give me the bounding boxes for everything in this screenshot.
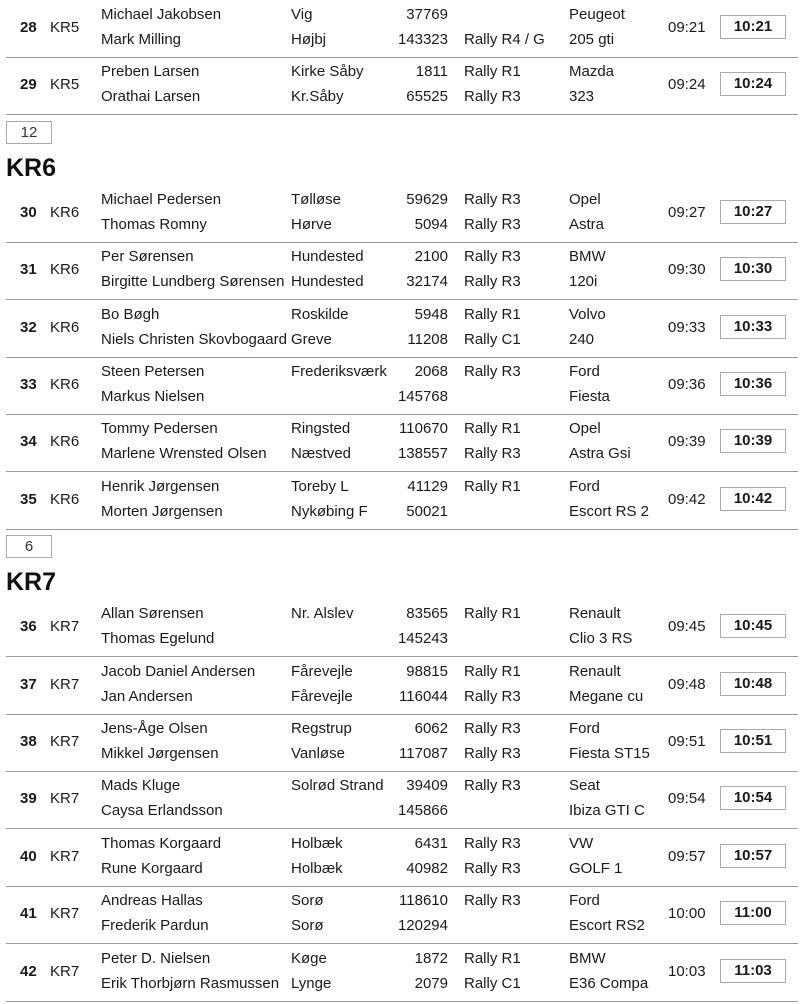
car-brand: BMW bbox=[569, 248, 606, 266]
codriver-city: Næstved bbox=[291, 445, 352, 463]
start-time: 10:39 bbox=[720, 429, 786, 453]
codriver-city: Nykøbing F bbox=[291, 502, 368, 520]
table-row bbox=[6, 185, 798, 243]
codriver-license: 32174 bbox=[406, 273, 448, 291]
driver-name: Andreas Hallas bbox=[101, 892, 203, 910]
driver-city: Solrød Strand bbox=[291, 777, 384, 795]
time-control: 09:42 bbox=[668, 490, 706, 508]
class-code: KR6 bbox=[50, 261, 80, 279]
codriver-city: Lynge bbox=[291, 974, 332, 992]
driver-name: Bo Bøgh bbox=[101, 305, 160, 323]
car-brand: Volvo bbox=[569, 305, 606, 323]
driver-name: Peter D. Nielsen bbox=[101, 949, 211, 967]
codriver-name: Mark Milling bbox=[101, 31, 182, 48]
codriver-license: 116044 bbox=[399, 687, 448, 705]
codriver-license: 120294 bbox=[397, 917, 448, 935]
car-model: Astra Gsi bbox=[569, 445, 631, 463]
table-row bbox=[6, 944, 798, 1002]
car-model: Escort RS2 bbox=[569, 917, 645, 935]
codriver-name: Markus Nielsen bbox=[101, 388, 205, 405]
time-control: 09:57 bbox=[668, 847, 706, 865]
car-brand: Seat bbox=[569, 777, 600, 795]
driver-category: Rally R1 bbox=[464, 305, 521, 323]
car-brand: VW bbox=[569, 834, 594, 852]
codriver-license: 65525 bbox=[406, 88, 448, 106]
time-control: 09:39 bbox=[668, 433, 706, 451]
driver-name: Michael Jakobsen bbox=[101, 6, 222, 23]
codriver-city: Højbj bbox=[291, 31, 327, 48]
codriver-license: 11208 bbox=[407, 330, 448, 348]
codriver-category: Rally R3 bbox=[464, 273, 521, 291]
driver-city: Ringsted bbox=[291, 420, 351, 438]
codriver-city: Hørve bbox=[291, 215, 332, 233]
start-time: 10:27 bbox=[720, 200, 786, 224]
driver-category: Rally R3 bbox=[464, 720, 521, 737]
table-row bbox=[6, 657, 798, 715]
car-brand: Peugeot bbox=[569, 6, 625, 23]
start-time: 10:21 bbox=[720, 15, 786, 39]
codriver-name: Birgitte Lundberg Sørensen bbox=[101, 273, 285, 291]
car-model: 323 bbox=[569, 88, 595, 106]
driver-city: Fårevejle bbox=[291, 662, 353, 680]
time-control: 09:51 bbox=[668, 733, 706, 750]
driver-city: Tølløse bbox=[291, 190, 341, 208]
codriver-name: Morten Jørgensen bbox=[101, 502, 223, 520]
class-code: KR6 bbox=[50, 433, 80, 451]
car-model: Clio 3 RS bbox=[569, 630, 633, 648]
driver-license: 1872 bbox=[414, 949, 448, 967]
car-model: Fiesta bbox=[569, 388, 610, 405]
car-brand: Mazda bbox=[569, 63, 615, 81]
time-control: 10:03 bbox=[668, 962, 706, 980]
driver-city: Holbæk bbox=[291, 834, 343, 852]
driver-license: 39409 bbox=[406, 777, 448, 795]
driver-city: Roskilde bbox=[291, 305, 349, 323]
class-heading: KR7 bbox=[6, 568, 57, 597]
codriver-license: 145866 bbox=[397, 802, 448, 820]
codriver-category: Rally R3 bbox=[464, 215, 521, 233]
class-code: KR7 bbox=[50, 790, 80, 808]
start-time: 10:51 bbox=[720, 729, 786, 753]
codriver-city: Holbæk bbox=[291, 859, 343, 877]
driver-category: Rally R3 bbox=[464, 777, 521, 795]
codriver-city: Hundested bbox=[291, 273, 364, 291]
car-model: 205 gti bbox=[569, 31, 615, 48]
start-time: 10:33 bbox=[720, 315, 786, 339]
entry-number: 42 bbox=[20, 962, 37, 980]
codriver-category: Rally R3 bbox=[464, 88, 521, 106]
class-heading: KR6 bbox=[6, 153, 57, 182]
entry-number: 38 bbox=[20, 733, 37, 750]
start-time: 10:30 bbox=[720, 257, 786, 281]
entry-number: 33 bbox=[20, 376, 37, 393]
driver-city: Vig bbox=[291, 6, 313, 23]
codriver-name: Niels Christen Skovbogaard bbox=[101, 330, 287, 348]
driver-city: Nr. Alslev bbox=[291, 605, 354, 623]
codriver-license: 145768 bbox=[397, 388, 448, 405]
car-brand: Ford bbox=[569, 720, 600, 737]
table-row bbox=[6, 886, 798, 944]
codriver-name: Marlene Wrensted Olsen bbox=[101, 445, 267, 463]
driver-license: 1811 bbox=[415, 63, 448, 81]
codriver-name: Caysa Erlandsson bbox=[101, 802, 223, 820]
car-brand: Ford bbox=[569, 477, 600, 495]
codriver-category: Rally R3 bbox=[464, 445, 521, 463]
car-brand: BMW bbox=[569, 949, 606, 967]
codriver-name: Frederik Pardun bbox=[101, 917, 209, 935]
codriver-name: Mikkel Jørgensen bbox=[101, 745, 219, 762]
codriver-category: Rally R3 bbox=[464, 687, 521, 705]
driver-license: 6431 bbox=[414, 834, 448, 852]
entry-number: 29 bbox=[20, 76, 37, 94]
table-row bbox=[6, 714, 798, 772]
car-model: Megane cu bbox=[569, 687, 644, 705]
driver-category: Rally R1 bbox=[464, 477, 521, 495]
time-control: 09:45 bbox=[668, 618, 706, 636]
driver-license: 5948 bbox=[414, 305, 448, 323]
entry-count-box: 12 bbox=[6, 121, 52, 144]
time-control: 09:24 bbox=[668, 76, 706, 94]
start-time: 11:03 bbox=[720, 959, 786, 983]
table-row bbox=[6, 414, 798, 472]
driver-city: Sorø bbox=[291, 892, 324, 910]
driver-name: Henrik Jørgensen bbox=[101, 477, 220, 495]
entry-number: 28 bbox=[20, 19, 37, 36]
time-control: 09:30 bbox=[668, 261, 706, 279]
start-time: 10:54 bbox=[720, 786, 786, 810]
driver-license: 83565 bbox=[406, 605, 448, 623]
table-row bbox=[6, 771, 798, 829]
car-brand: Renault bbox=[569, 605, 621, 623]
start-time: 10:57 bbox=[720, 844, 786, 868]
codriver-license: 5094 bbox=[414, 215, 448, 233]
codriver-license: 145243 bbox=[397, 630, 448, 648]
table-row bbox=[6, 300, 798, 358]
codriver-name: Rune Korgaard bbox=[101, 859, 203, 877]
entry-number: 37 bbox=[20, 675, 37, 693]
driver-city: Køge bbox=[291, 949, 327, 967]
codriver-city: Sorø bbox=[291, 917, 324, 935]
time-control: 10:00 bbox=[668, 905, 706, 923]
driver-category: Rally R3 bbox=[464, 834, 521, 852]
table-row bbox=[6, 472, 798, 530]
codriver-city: Kr.Såby bbox=[291, 88, 344, 106]
driver-name: Steen Petersen bbox=[101, 363, 205, 380]
start-time: 11:00 bbox=[720, 901, 786, 925]
driver-license: 118610 bbox=[399, 892, 448, 910]
entry-number: 40 bbox=[20, 847, 37, 865]
entry-number: 31 bbox=[20, 261, 37, 279]
codriver-name: Jan Andersen bbox=[101, 687, 193, 705]
driver-name: Per Sørensen bbox=[101, 248, 194, 266]
entry-number: 39 bbox=[20, 790, 37, 808]
car-model: Escort RS 2 bbox=[569, 502, 650, 520]
driver-category: Rally R3 bbox=[464, 248, 521, 266]
driver-category: Rally R1 bbox=[464, 63, 521, 81]
driver-category: Rally R1 bbox=[464, 420, 521, 438]
entry-number: 32 bbox=[20, 318, 37, 336]
driver-name: Mads Kluge bbox=[101, 777, 181, 795]
driver-license: 110670 bbox=[399, 420, 448, 438]
driver-license: 6062 bbox=[414, 720, 448, 737]
driver-category: Rally R3 bbox=[464, 190, 521, 208]
class-code: KR7 bbox=[50, 905, 80, 923]
driver-city: Frederiksværk bbox=[291, 363, 387, 380]
entry-count-box: 6 bbox=[6, 535, 52, 558]
codriver-name: Orathai Larsen bbox=[101, 88, 201, 106]
codriver-city: Vanløse bbox=[291, 745, 345, 762]
entry-number: 34 bbox=[20, 433, 37, 451]
class-code: KR6 bbox=[50, 490, 80, 508]
table-row bbox=[6, 599, 798, 657]
table-row bbox=[6, 357, 798, 415]
time-control: 09:27 bbox=[668, 203, 706, 221]
codriver-category: Rally R3 bbox=[464, 745, 521, 762]
class-code: KR7 bbox=[50, 675, 80, 693]
driver-city: Kirke Såby bbox=[291, 63, 364, 81]
driver-category: Rally R3 bbox=[464, 892, 521, 910]
car-model: 120i bbox=[569, 273, 598, 291]
class-code: KR7 bbox=[50, 618, 80, 636]
codriver-name: Erik Thorbjørn Rasmussen bbox=[101, 974, 280, 992]
codriver-city: Greve bbox=[291, 330, 332, 348]
driver-category: Rally R1 bbox=[464, 605, 521, 623]
driver-city: Hundested bbox=[291, 248, 364, 266]
codriver-name: Thomas Romny bbox=[101, 215, 207, 233]
car-model: GOLF 1 bbox=[569, 859, 623, 877]
time-control: 09:54 bbox=[668, 790, 706, 808]
time-control: 09:33 bbox=[668, 318, 706, 336]
class-code: KR6 bbox=[50, 376, 80, 393]
car-brand: Renault bbox=[569, 662, 621, 680]
car-brand: Opel bbox=[569, 420, 601, 438]
driver-license: 2068 bbox=[414, 363, 448, 380]
entry-number: 30 bbox=[20, 203, 37, 221]
entry-number: 36 bbox=[20, 618, 37, 636]
time-control: 09:21 bbox=[668, 19, 706, 36]
driver-license: 37769 bbox=[406, 6, 448, 23]
car-model: Astra bbox=[569, 215, 605, 233]
time-control: 09:48 bbox=[668, 675, 706, 693]
car-brand: Ford bbox=[569, 892, 600, 910]
time-control: 09:36 bbox=[668, 376, 706, 393]
codriver-category: Rally R4 / G bbox=[464, 31, 545, 48]
entry-number: 41 bbox=[20, 905, 37, 923]
car-model: 240 bbox=[569, 330, 595, 348]
codriver-license: 143323 bbox=[397, 31, 448, 48]
driver-name: Allan Sørensen bbox=[101, 605, 204, 623]
table-row bbox=[6, 829, 798, 887]
start-time: 10:48 bbox=[720, 672, 786, 696]
codriver-license: 138557 bbox=[397, 445, 448, 463]
driver-name: Jacob Daniel Andersen bbox=[101, 662, 256, 680]
start-time: 10:36 bbox=[720, 372, 786, 396]
codriver-license: 117087 bbox=[399, 745, 448, 762]
driver-license: 59629 bbox=[406, 190, 448, 208]
start-time: 10:42 bbox=[720, 487, 786, 511]
class-code: KR5 bbox=[50, 19, 80, 36]
class-code: KR6 bbox=[50, 318, 80, 336]
driver-license: 2100 bbox=[414, 248, 448, 266]
class-code: KR7 bbox=[50, 733, 80, 750]
driver-city: Toreby L bbox=[291, 477, 349, 495]
driver-name: Thomas Korgaard bbox=[101, 834, 222, 852]
car-brand: Ford bbox=[569, 363, 600, 380]
class-code: KR5 bbox=[50, 76, 80, 94]
class-code: KR6 bbox=[50, 203, 80, 221]
start-time: 10:24 bbox=[720, 72, 786, 96]
driver-city: Regstrup bbox=[291, 720, 352, 737]
codriver-city: Fårevejle bbox=[291, 687, 353, 705]
driver-name: Tommy Pedersen bbox=[101, 420, 218, 438]
table-row bbox=[6, 57, 798, 115]
driver-license: 41129 bbox=[407, 477, 448, 495]
codriver-name: Thomas Egelund bbox=[101, 630, 215, 648]
class-code: KR7 bbox=[50, 847, 80, 865]
class-code: KR7 bbox=[50, 962, 80, 980]
car-model: E36 Compa bbox=[569, 974, 649, 992]
driver-license: 98815 bbox=[406, 662, 448, 680]
driver-category: Rally R1 bbox=[464, 949, 521, 967]
car-brand: Opel bbox=[569, 190, 601, 208]
codriver-license: 40982 bbox=[406, 859, 448, 877]
driver-category: Rally R1 bbox=[464, 662, 521, 680]
driver-name: Preben Larsen bbox=[101, 63, 200, 81]
car-model: Ibiza GTI C bbox=[569, 802, 645, 820]
car-model: Fiesta ST15 bbox=[569, 745, 650, 762]
start-time: 10:45 bbox=[720, 614, 786, 638]
table-row bbox=[6, 242, 798, 300]
driver-category: Rally R3 bbox=[464, 363, 521, 380]
codriver-license: 50021 bbox=[406, 502, 448, 520]
driver-name: Michael Pedersen bbox=[101, 190, 222, 208]
codriver-category: Rally C1 bbox=[464, 974, 521, 992]
entry-number: 35 bbox=[20, 490, 37, 508]
table-row bbox=[6, 0, 798, 58]
codriver-category: Rally C1 bbox=[464, 330, 521, 348]
codriver-category: Rally R3 bbox=[464, 859, 521, 877]
driver-name: Jens-Åge Olsen bbox=[101, 720, 208, 737]
codriver-license: 2079 bbox=[414, 974, 448, 992]
